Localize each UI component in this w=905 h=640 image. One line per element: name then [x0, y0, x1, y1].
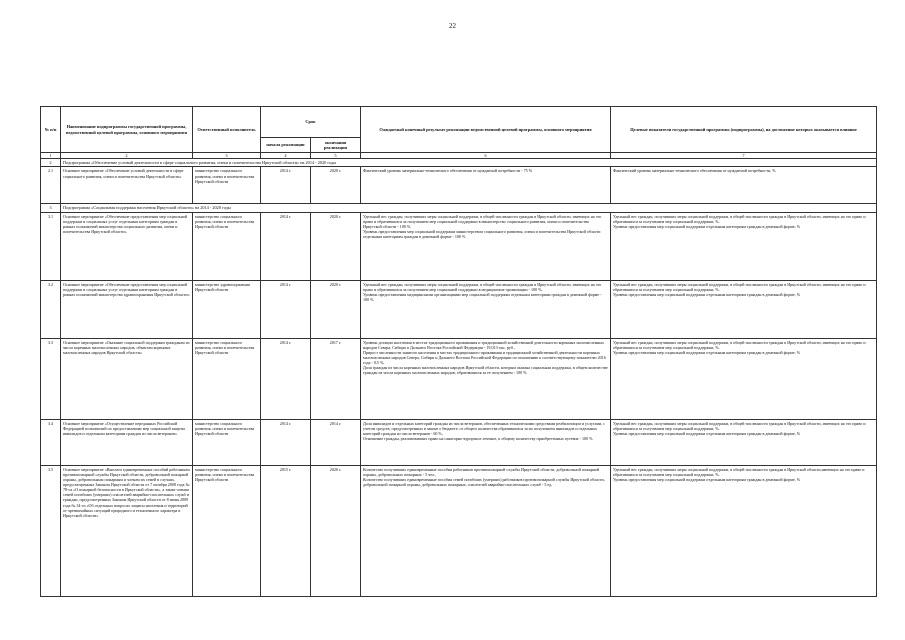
col-number: 3: [193, 153, 261, 159]
row-end: 2017 г.: [311, 338, 361, 419]
row-indicators: [611, 212, 877, 280]
row-responsible: министерство социального развития, опеки и попечительства Иркутской области: [193, 419, 261, 465]
table-row: [41, 212, 877, 280]
table-row: [41, 419, 877, 465]
header-result: Ожидаемый конечный результат реализации ведомственной целевой программы, основного мероприятия: [361, 107, 611, 153]
row-indicators: [611, 419, 877, 465]
table-row: [41, 465, 877, 596]
indicator-line: Уровень предоставления мер социальной поддержки отдельным категориям граждан в денежной форме, %: [613, 292, 801, 298]
row-start: 2014 г.: [261, 167, 311, 204]
row-responsible: министерство социального развития, опеки и попечительства Иркутской области: [193, 338, 261, 419]
indicator-line: Уровень предоставления мер социальной поддержки отдельным категориям граждан в денежной форме, %: [613, 477, 801, 483]
indicator-line: Удельный вес граждан, получивших меры социальной поддержки, в общей численности граждан в Иркутской области, имеющих на это право и обратившихся за получением мер социальной поддержки, %.: [613, 213, 866, 224]
header-name: Наименование подпрограммы государственной программы, ведомственной целевой программы, основного мероприятия: [61, 107, 193, 153]
row-num: 3.3: [41, 338, 61, 419]
header-responsible: Ответственный исполнитель: [193, 107, 261, 153]
header-row: [41, 107, 877, 138]
row-name: Основное мероприятие «Обеспечение предоставления мер социальной поддержки и социальных услуг отдельным категориям граждан в рамках полномочий министерства здравоохранения Иркутской области»: [61, 280, 193, 338]
row-indicators: [611, 280, 877, 338]
result-line: Доля инвалидов и отдельных категорий граждан из числа ветеранов, обеспеченных техническими средствами реабилитации и услугами, с учетом средств, предусмотренных в законе о бюджете, от общего количества обратившихся за их получением инвалидов и отдельных категорий граждан из числа ветеранов - 60 %,: [363, 420, 606, 437]
header-num: № п/п: [41, 107, 61, 153]
section-num: 3: [41, 204, 61, 212]
result-line: Уровень предоставления мер социальной поддержки министерством социального развития, опеки и попечительства Иркутской области отдельным категориям граждан в денежной форме - 100 %: [363, 229, 601, 240]
row-num: 3.4: [41, 419, 61, 465]
section-title: Подпрограмма «Обеспечение условий деятельности в сфере социального развития, опеки и попечительства Иркутской области» на 2014 - 2020 годы: [61, 159, 877, 167]
row-result: [361, 419, 611, 465]
row-num: 3.2: [41, 280, 61, 338]
result-line: Количество получивших единовременные пособия работников противопожарной службы Иркутской области, добровольной пожарной охраны, добровольных пожарных - 5 чел.,: [363, 466, 600, 477]
row-num: 3.5: [41, 465, 61, 596]
header-term: Срок: [261, 107, 361, 138]
row-start: 2014 г.: [261, 212, 311, 280]
row-end: 2020 г.: [311, 167, 361, 204]
program-table-container: [40, 106, 876, 597]
row-name: Основное мероприятие «Обеспечение предоставления мер социальной поддержки и социальных услуг отдельным категориям граждан в рамках полномочий министерства социального развития, опеки и попечительства Иркутской области»: [61, 212, 193, 280]
table-row: [41, 280, 877, 338]
page-number: 22: [449, 22, 456, 30]
row-start: 2014 г.: [261, 280, 311, 338]
row-responsible: министерство социального развития, опеки и попечительства Иркутской области: [193, 167, 261, 204]
row-end: 2020 г.: [311, 465, 361, 596]
row-start: 2014 г.: [261, 338, 311, 419]
row-indicators: [611, 338, 877, 419]
header-end: окончания реализации: [311, 138, 361, 153]
row-indicators: Фактический уровень материально-технического обеспечения от нуждаемой потребности, %: [611, 167, 877, 204]
indicator-line: Уровень предоставления мер социальной поддержки отдельным категориям граждан в денежной форме, %: [613, 350, 801, 356]
indicator-line: Уровень предоставления мер социальной поддержки отдельным категориям граждан в денежной форме, %: [613, 431, 801, 437]
row-end: 2014 г.: [311, 419, 361, 465]
row-name: Основное мероприятие «Осуществление переданных Российской Федерацией полномочий по предоставлению мер социальной защиты инвалидов и отдельным категориям граждан из числа ветеранов»: [61, 419, 193, 465]
section-num: 2: [41, 159, 61, 167]
col-number: 2: [61, 153, 193, 159]
indicator-line: Удельный вес граждан, получивших меры социальной поддержки, в общей численности граждан в Иркутской области,имеющих на это право и обратившихся за получением мер социальной поддержки, %.: [613, 466, 865, 477]
row-result: [361, 338, 611, 419]
section-row: [41, 204, 877, 212]
row-responsible: министерство здравоохранения Иркутской области: [193, 280, 261, 338]
indicator-line: Удельный вес граждан, получивших меры социальной поддержки, в общей численности граждан в Иркутской области, имеющих на это право и обратившихся за получением мер социальной поддержки, %.: [613, 339, 866, 350]
indicator-line: Удельный вес граждан, получивших меры социальной поддержки, в общей численности граждан в Иркутской области, имеющих на это право и обратившихся за получением мер социальной поддержки, %.: [613, 281, 866, 292]
indicator-line: Удельный вес граждан, получивших меры социальной поддержки, в общей численности граждан в Иркутской области, имеющих на это право и обратившихся за получением мер социальной поддержки, %.: [613, 420, 866, 431]
result-line: Прирост численности занятого населения в местах традиционного проживания и традиционной хозяйственной деятельности коренных малочисленных народов Севера, Сибири и Дальнего Востока Российской Федерации по отношению к соответствующему показателю 2016 года - 0,5 %,: [363, 350, 606, 366]
row-responsible: министерство социального развития, опеки и попечительства Иркутской области: [193, 212, 261, 280]
row-name: Основное мероприятие «Оказание социальной поддержки гражданам из числа коренных малочисленных народов, объектам коренных малочисленных народов Иркутской области»: [61, 338, 193, 419]
result-line: Доля граждан из числа коренных малочисленных народов Иркутской области, которым оказана социальная поддержка, в общем количестве граждан из числа коренных малочисленных народов, обратившихся за ее получением - 100 %: [363, 365, 608, 376]
row-name: Основное мероприятие «Обеспечение условий деятельности в сфере социального развития, опеки и попечительства Иркутской области»: [61, 167, 193, 204]
row-responsible: министерство социального развития, опеки и попечительства Иркутской области: [193, 465, 261, 596]
result-line: Количество получивших единовременные пособия семей погибших (умерших) работников противопожарной службы Иркутской области, добровольной пожарной охраны, добровольных пожарных, спасателей аварийно-спасательных служб - 5 ед.: [363, 477, 605, 488]
col-number: 5: [311, 153, 361, 159]
header-indicators: Целевые показатели государственной программы (подпрограммы), на достижение которых оказывается влияние: [611, 107, 877, 153]
result-line: Уровень предоставления медицинскими организациями мер социальной поддержки отдельным категориям граждан в денежной форме - 100 %: [363, 292, 602, 303]
row-name: Основное мероприятие «Выплата единовременных пособий работникам противопожарной службы Иркутской области, добровольной пожарной охраны, добровольным пожарным и членам их семей в случаях, предусмотренных Законом Иркутской области от 7 октября 2008 года № 78-оз «О пожарной безопасности в Иркутской области», а также членам семей погибших (умерших) спасателей аварийно-спасательных служб и граждан, предусмотренных Законом Иркутской области от 8 июня 2009 года № 34-оз «Об отдельных вопросах защиты населения и территорий от чрезвычайных ситуаций природного и техногенного характера в Иркутской области»: [61, 465, 193, 596]
row-result: [361, 465, 611, 596]
indicator-line: Уровень предоставления мер социальной поддержки отдельным категориям граждан в денежной форме, %: [613, 224, 801, 230]
program-table: [40, 106, 877, 597]
table-row: [41, 167, 877, 204]
row-result: Фактический уровень материально-технического обеспечения от нуждаемой потребности - 75 %: [361, 167, 611, 204]
col-number: 4: [261, 153, 311, 159]
row-start: 2014 г.: [261, 419, 311, 465]
result-line: Уровень дотации населения в местах традиционного проживания и традиционной хозяйственной деятельности коренных малочисленных народов Севера, Сибири и Дальнего Востока Российской Федерации - 19,013 тыс. руб.,: [363, 339, 605, 350]
header-start: начала реализации: [261, 138, 311, 153]
table-row: [41, 338, 877, 419]
row-end: 2020 г.: [311, 212, 361, 280]
row-result: [361, 280, 611, 338]
section-row: [41, 159, 877, 167]
row-num: 2.1: [41, 167, 61, 204]
row-indicators: [611, 465, 877, 596]
row-result: [361, 212, 611, 280]
col-number: 7: [611, 153, 877, 159]
result-line: Отношение граждан, реализовавших право на санаторно-курортное лечение, к общему количеству приобретенных путевок - 100 %: [363, 436, 593, 442]
row-end: 2020 г.: [311, 280, 361, 338]
row-start: 2015 г.: [261, 465, 311, 596]
col-number: 1: [41, 153, 61, 159]
row-num: 3.1: [41, 212, 61, 280]
col-number: 6: [361, 153, 611, 159]
result-line: Удельный вес граждан, получивших меры социальной поддержки, в общей численности граждан в Иркутской области, имеющих на это право и обратившихся за получением мер социальной поддержки в министерство социального развития, опеки и попечительства Иркутской области - 100 %.: [363, 213, 602, 230]
result-line: Удельный вес граждан, получивших меры социальной поддержки, в общей численности граждан в Иркутской области, имеющих на это право и обратившихся за получением мер социальной поддержки в медицинские организации - 100 %.: [363, 281, 602, 292]
section-title: Подпрограмма «Социальная поддержка населения Иркутской области» на 2014 - 2020 годы: [61, 204, 877, 212]
